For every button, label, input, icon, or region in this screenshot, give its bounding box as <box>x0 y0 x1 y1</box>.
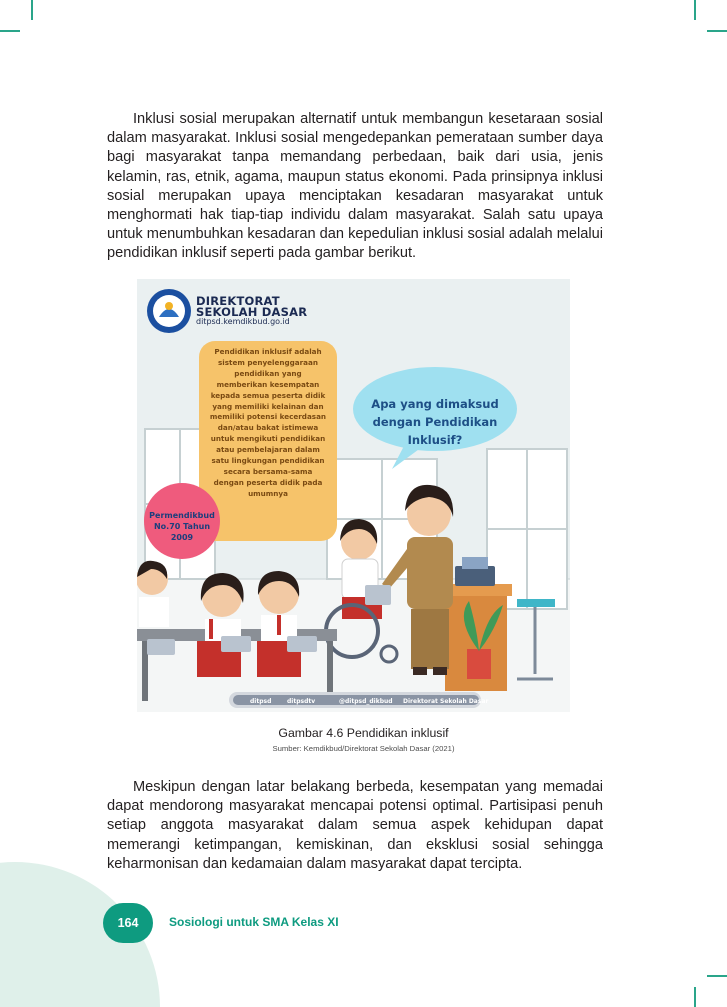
permendikbud-text: Permendikbud No.70 Tahun 2009 <box>149 511 215 542</box>
running-title: Sosiologi untuk SMA Kelas XI <box>169 915 339 929</box>
page-number: 164 <box>103 903 153 943</box>
figure-source: Sumber: Kemdikbud/Direktorat Sekolah Dasar (2021) <box>272 744 455 753</box>
youtube-handle: ditpsdtv <box>287 698 316 705</box>
question-text: Apa yang dimaksud dengan Pendidikan Inklusif? <box>371 397 499 447</box>
classroom-illustration <box>137 279 570 712</box>
body-paragraph-2: Meskipun dengan latar belakang berbeda, kesempatan yang memadai dapat mendorong masyarakat mencapai potensi optimal. Partisipasi penuh setiap anggota masyarakat dalam semua aspek kehidupan dapat memerangi ketimpangan, kemiskinan, dan eksklusi sosial sehingga keharmonisan dan kedamaian dalam masyarakat dapat tercipta. <box>107 779 603 872</box>
crop-mark-top-left-h <box>0 30 20 32</box>
logo-title-line-2: SEKOLAH DASAR <box>196 305 308 319</box>
crop-mark-bottom-right-h <box>707 975 727 977</box>
crop-mark-top-right <box>694 0 696 20</box>
crop-mark-bottom-right <box>694 987 696 1007</box>
crop-mark-top-right-h <box>707 30 727 32</box>
facebook-handle: Direktorat Sekolah Dasar <box>403 698 489 705</box>
figure-illustration <box>137 279 570 712</box>
instagram-handle: ditpsd <box>250 698 272 705</box>
body-paragraph-1: Inklusi sosial merupakan alternatif untuk membangun kesetaraan sosial dalam masyarakat. Inklusi sosial mengedepankan pemerataan sumber daya bagi masyarakat tanpa memandang perbedaan, baik dari usia, jenis kelamin, ras, etnik, agama, maupun status ekonomi. Pada prinsipnya inklusi sosial merupakan upaya menciptakan kesadaran masyarakat untuk menghormati hak tiap-tiap individu dalam masyarakat. Salah satu upaya untuk menumbuhkan kesadaran dan kepedulian inklusi sosial adalah melalui pendidikan inklusif seperti pada gambar berikut. <box>107 111 603 262</box>
logo-url: ditpsd.kemdikbud.go.id <box>196 317 290 326</box>
definition-text: Pendidikan inklusif adalah sistem penyelenggaraan pendidikan yang memberikan kesempatan kepada semua peserta didik yang memiliki kelainan dan memiliki potensi kecerdasan dan/atau bakat istimewa untuk mengikuti pendidikan atau pembelajaran dalam satu lingkungan pendidikan secara bersama-sama dengan peserta didik pada umumnya <box>209 347 327 498</box>
logo-emblem <box>147 289 191 333</box>
logo-title-line-1: DIREKTORAT <box>196 294 280 308</box>
crop-mark-top-left <box>31 0 33 20</box>
figure-caption: Gambar 4.6 Pendidikan inklusif <box>278 726 449 740</box>
twitter-handle: @ditpsd_dikbud <box>339 698 393 705</box>
